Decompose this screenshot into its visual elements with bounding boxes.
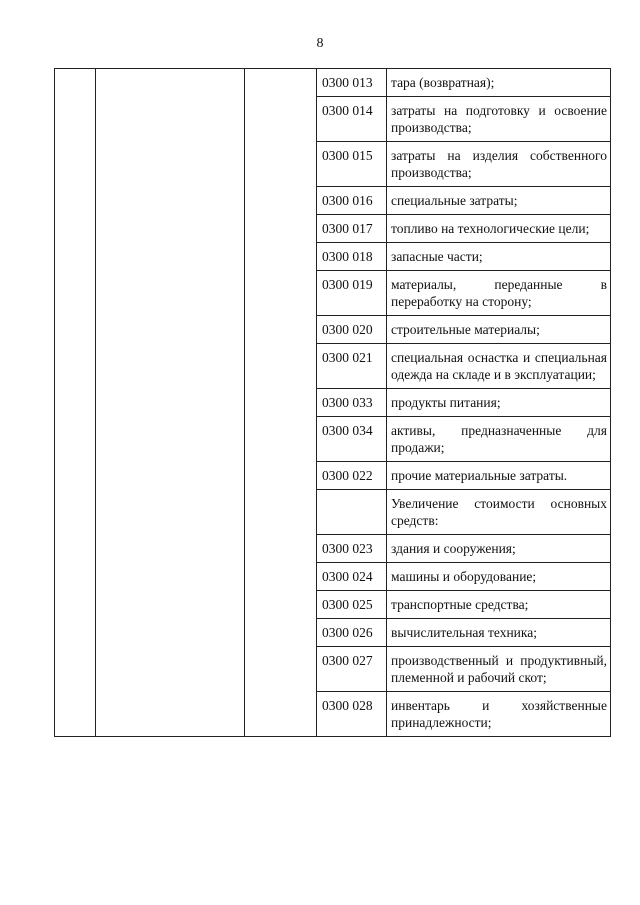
empty-column-1 [55, 69, 96, 737]
row-description: затраты на изделия собственного производства; [387, 142, 611, 187]
empty-column-3 [245, 69, 317, 737]
row-description: тара (возвратная); [387, 69, 611, 97]
row-code: 0300 028 [317, 692, 387, 737]
row-description: прочие материальные затраты. [387, 462, 611, 490]
table-row [55, 69, 611, 97]
row-description: транспортные средства; [387, 591, 611, 619]
row-code: 0300 025 [317, 591, 387, 619]
row-description: машины и оборудование; [387, 563, 611, 591]
row-code: 0300 033 [317, 389, 387, 417]
row-code: 0300 013 [317, 69, 387, 97]
row-description: здания и сооружения; [387, 535, 611, 563]
row-description: запасные части; [387, 243, 611, 271]
classification-table [54, 68, 611, 737]
row-code: 0300 024 [317, 563, 387, 591]
empty-column-2 [96, 69, 245, 737]
row-code: 0300 015 [317, 142, 387, 187]
row-description: производственный и продуктивный, племенной и рабочий скот; [387, 647, 611, 692]
row-description: затраты на подготовку и освоение производства; [387, 97, 611, 142]
row-description: вычислительная техника; [387, 619, 611, 647]
row-code [317, 490, 387, 535]
row-description: строительные материалы; [387, 316, 611, 344]
row-description: инвентарь и хозяйственные принадлежности; [387, 692, 611, 737]
row-code: 0300 021 [317, 344, 387, 389]
row-description: топливо на технологические цели; [387, 215, 611, 243]
row-code: 0300 019 [317, 271, 387, 316]
row-description: специальные затраты; [387, 187, 611, 215]
row-description: активы, предназначенные для продажи; [387, 417, 611, 462]
row-code: 0300 022 [317, 462, 387, 490]
row-code: 0300 016 [317, 187, 387, 215]
row-code: 0300 027 [317, 647, 387, 692]
row-code: 0300 026 [317, 619, 387, 647]
row-code: 0300 014 [317, 97, 387, 142]
row-code: 0300 018 [317, 243, 387, 271]
row-code: 0300 034 [317, 417, 387, 462]
row-description: продукты питания; [387, 389, 611, 417]
row-code: 0300 017 [317, 215, 387, 243]
row-code: 0300 020 [317, 316, 387, 344]
row-description: специальная оснастка и специальная одежда на складе и в эксплуатации; [387, 344, 611, 389]
row-description: материалы, переданные в переработку на сторону; [387, 271, 611, 316]
page-number: 8 [316, 36, 324, 51]
section-heading: Увеличение стоимости основных средств: [387, 490, 611, 535]
row-code: 0300 023 [317, 535, 387, 563]
